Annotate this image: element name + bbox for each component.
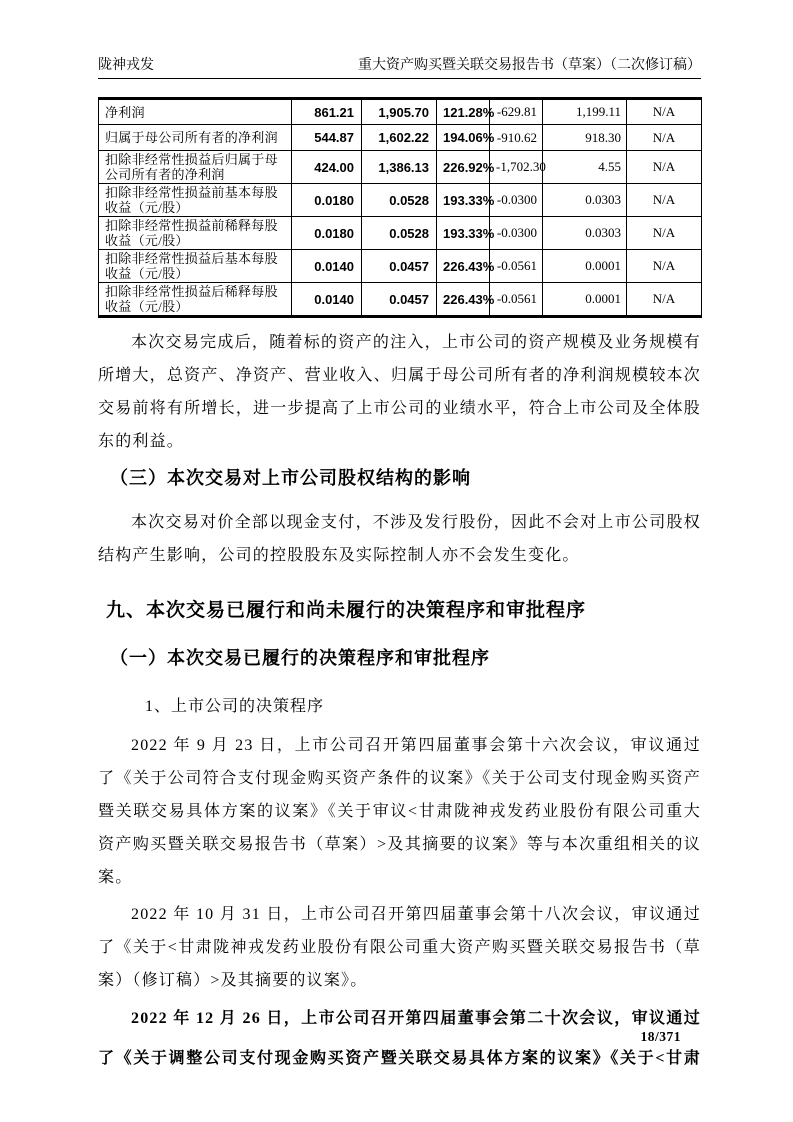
paragraph-equity-structure: 本次交易对价全部以现金支付，不涉及发行股份，因此不会对上市公司股权结构产生影响，公司的控股股东及实际控制人亦不会发生变化。	[98, 514, 701, 564]
cell-value: 226.43%	[437, 283, 490, 317]
table-row	[99, 250, 702, 283]
cell-value: 1,386.13	[362, 151, 437, 184]
table-row	[99, 151, 702, 184]
cell-value: N/A	[627, 151, 702, 184]
document-title: 重大资产购买暨关联交易报告书（草案）（二次修订稿）	[358, 58, 701, 73]
heading-section-nine-one: （一）本次交易已履行的决策程序和审批程序	[110, 648, 490, 668]
paragraph-board-meeting-18: 2022 年 10 月 31 日，上市公司召开第四届董事会第十八次会议，审议通过了《关于<甘肃陇神戎发药业股份有限公司重大资产购买暨关联交易报告书（草案）（修订稿）>及其摘要的议案》。	[98, 906, 701, 989]
row-label: 扣除非经常性损益后稀释每股收益（元/股）	[99, 283, 292, 317]
table-row	[99, 283, 702, 317]
cell-value: -0.0561	[490, 283, 543, 317]
row-label: 扣除非经常性损益后基本每股收益（元/股）	[99, 250, 292, 283]
cell-value: 424.00	[292, 151, 362, 184]
cell-value: N/A	[627, 283, 702, 317]
cell-value: 544.87	[292, 125, 362, 151]
cell-value: -0.0300	[490, 217, 543, 250]
cell-value: N/A	[627, 99, 702, 125]
sub-item-decision-procedure: 1、上市公司的决策程序	[145, 698, 325, 715]
paragraph-transaction-effect: 本次交易完成后，随着标的资产的注入，上市公司的资产规模及业务规模有所增大，总资产、净资产、营业收入、归属于母公司所有者的净利润规模较本次交易前将有所增长，进一步提高了上市公司的业绩水平，符合上市公司及全体股东的利益。	[98, 334, 701, 450]
cell-value: 0.0528	[362, 184, 437, 217]
cell-value: 0.0140	[292, 250, 362, 283]
cell-value: 193.33%	[437, 184, 490, 217]
cell-value: 193.33%	[437, 217, 490, 250]
cell-value: 0.0303	[543, 184, 627, 217]
table-row	[99, 125, 702, 151]
row-label: 扣除非经常性损益前基本每股收益（元/股）	[99, 184, 292, 217]
cell-value: 1,905.70	[362, 99, 437, 125]
cell-value: 121.28%	[437, 99, 490, 125]
cell-value: 861.21	[292, 99, 362, 125]
cell-value: 1,199.11	[543, 99, 627, 125]
cell-value: 0.0457	[362, 283, 437, 317]
cell-value: N/A	[627, 250, 702, 283]
cell-value: 226.92%	[437, 151, 490, 184]
row-label: 归属于母公司所有者的净利润	[99, 125, 292, 151]
table-row	[99, 99, 702, 125]
cell-value: 0.0001	[543, 250, 627, 283]
cell-value: 0.0457	[362, 250, 437, 283]
cell-value: 1,602.22	[362, 125, 437, 151]
cell-value: -1,702.30	[490, 151, 543, 184]
cell-value: 0.0303	[543, 217, 627, 250]
heading-section-nine: 九、本次交易已履行和尚未履行的决策程序和审批程序	[106, 600, 587, 621]
cell-value: -0.0561	[490, 250, 543, 283]
cell-value: 0.0180	[292, 184, 362, 217]
cell-value: -0.0300	[490, 184, 543, 217]
table-row	[99, 217, 702, 250]
cell-value: 194.06%	[437, 125, 490, 151]
cell-value: 226.43%	[437, 250, 490, 283]
running-header	[98, 0, 701, 79]
page-number: 18/371	[640, 1029, 681, 1044]
row-label: 扣除非经常性损益前稀释每股收益（元/股）	[99, 217, 292, 250]
financial-comparison-table	[98, 97, 702, 318]
row-label: 净利润	[99, 99, 292, 125]
cell-value: 918.30	[543, 125, 627, 151]
paragraph-board-meeting-20: 2022 年 12 月 26 日，上市公司召开第四届董事会第二十次会议，审议通过了《关于调整公司支付现金购买资产暨关联交易具体方案的议案》《关于<甘肃	[98, 1010, 701, 1067]
cell-value: N/A	[627, 125, 702, 151]
cell-value: 0.0001	[543, 283, 627, 317]
cell-value: 0.0180	[292, 217, 362, 250]
cell-value: 0.0528	[362, 217, 437, 250]
table-row	[99, 184, 702, 217]
paragraph-board-meeting-16: 2022 年 9 月 23 日，上市公司召开第四届董事会第十六次会议，审议通过了《关于公司符合支付现金购买资产条件的议案》《关于公司支付现金购买资产暨关联交易具体方案的议案》《关于审议<甘肃陇神戎发药业股份有限公司重大资产购买暨关联交易报告书（草案）>及其摘要的议案》等与本次重组相关的议案。	[98, 737, 701, 886]
cell-value: 0.0140	[292, 283, 362, 317]
cell-value: -910.62	[490, 125, 543, 151]
cell-value: N/A	[627, 217, 702, 250]
row-label: 扣除非经常性损益后归属于母公司所有者的净利润	[99, 151, 292, 184]
heading-equity-structure: （三）本次交易对上市公司股权结构的影响	[110, 468, 471, 488]
cell-value: N/A	[627, 184, 702, 217]
cell-value: -629.81	[490, 99, 543, 125]
company-name: 陇神戎发	[98, 58, 154, 73]
cell-value: 4.55	[543, 151, 627, 184]
